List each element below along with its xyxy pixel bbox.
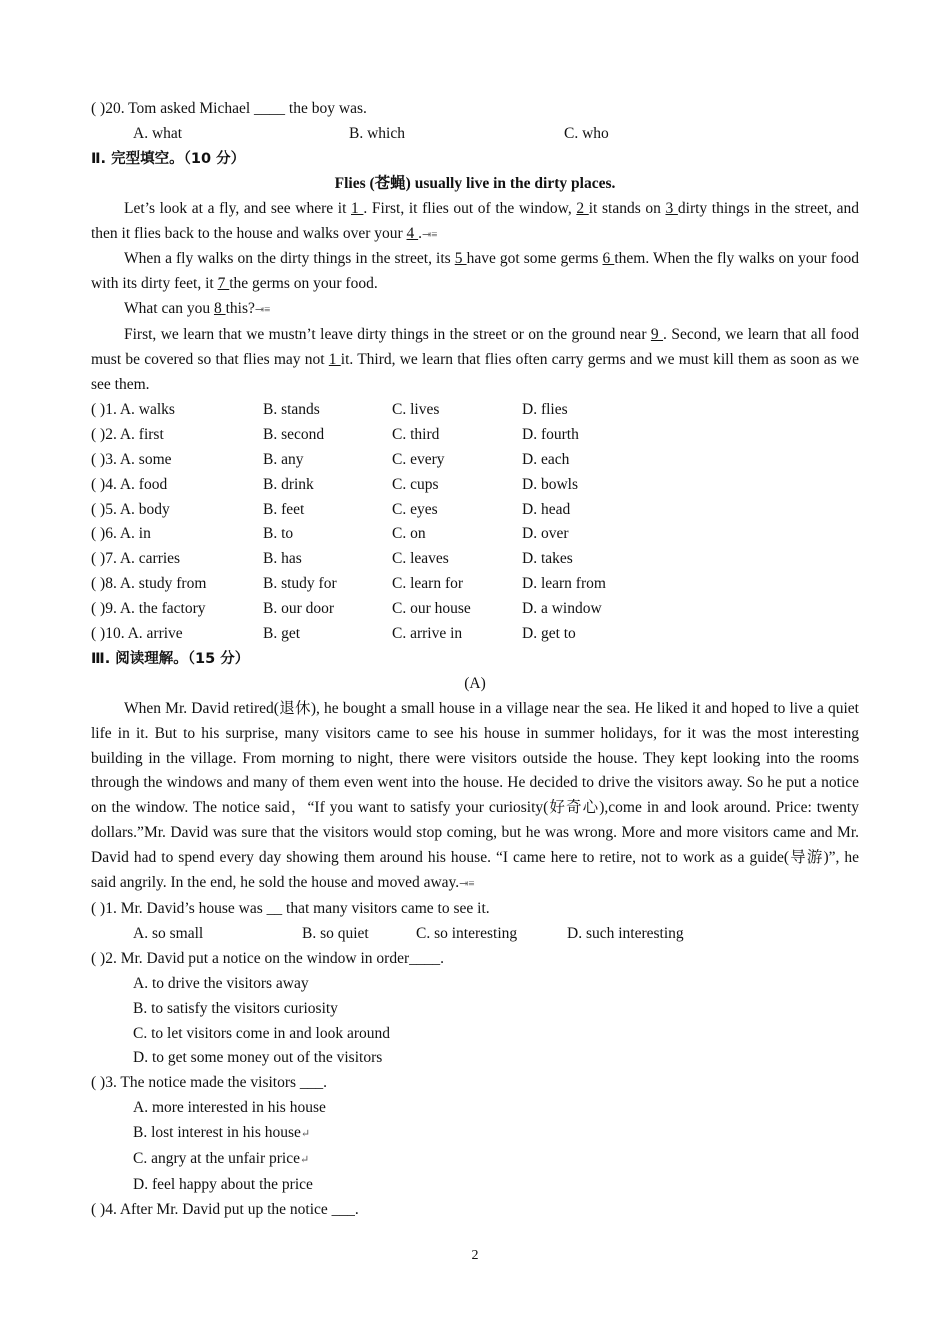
blank: 6 — [602, 250, 615, 268]
page-number: 2 — [471, 1248, 479, 1263]
section3-heading: Ⅲ. 阅读理解。（15 分） — [91, 650, 250, 667]
question-row: ( )2. A. first B. second C. third D. fourth — [91, 425, 579, 443]
option: B. to satisfy the visitors curiosity — [133, 999, 338, 1017]
cloze-paragraph-4: First, we learn that we mustn’t leave dirty things in the street or on the ground near 9 . Second, we learn that all food must be covered so that flies may not 1 it. Third, we learn that flies often carry germs and we must kill them as soon as we see them. — [91, 326, 860, 393]
option: C. to let visitors come in and look around — [133, 1024, 391, 1042]
blank: 1 — [351, 199, 364, 217]
option: D. such interesting — [567, 924, 684, 942]
page-content — [91, 97, 859, 1223]
reading-q2-stem: ( )2. Mr. David put a notice on the window in order____. — [91, 949, 444, 967]
option: C. angry at the unfair price↵ — [133, 1150, 310, 1168]
q20-options — [91, 122, 859, 147]
reading-q1-stem: ( )1. Mr. David’s house was __ that many visitors came to see it. — [91, 900, 490, 917]
blank: 7 — [217, 275, 230, 293]
option: D. to get some money out of the visitors — [133, 1049, 383, 1067]
blank: 2 — [576, 199, 589, 217]
option: A. what — [133, 124, 183, 142]
option: C. who — [564, 124, 609, 142]
reading-passage: When Mr. David retired(退休), he bought a small house in a village near the sea. He liked it and hoped to live a quiet life in it. But to his surprise, many visitors came to see his house in summer holidays, for it was the most interesting building in the village. From morning to night, there were visitors outside the house. They kept looking into the rooms through the windows and many of them even went into the house. He decided to drive the visitors away. So he put a notice on the window. The notice said，“If you want to satisfy your curiosity(好奇心),come in and look around. Price: twenty dollars.”Mr. David was sure that the visitors would stop coming, but he was wrong. More and more visitors came and Mr. David had to spend every day showing them around his house. “I came here to retire, not to work as a guide(导游)”, he said angrily. In the end, he sold the house and moved away.⇥≡ — [91, 699, 859, 892]
option: B. so quiet — [302, 924, 369, 942]
blank: 5 — [454, 250, 467, 268]
blank: 9 — [650, 326, 664, 344]
blank: 3 — [665, 199, 678, 217]
blank: 8 — [213, 300, 226, 318]
part-label: (A) — [464, 674, 486, 692]
blank: 1 — [328, 351, 341, 369]
question-row: ( )6. A. in B. to C. on D. over — [91, 525, 569, 543]
section2-heading: Ⅱ. 完型填空。（10 分） — [91, 150, 246, 167]
option: A. to drive the visitors away — [133, 974, 309, 992]
paragraph-mark: ⇥≡ — [422, 228, 438, 241]
q20-stem: ( )20. Tom asked Michael ____ the boy was. — [91, 100, 367, 117]
cloze-title: Flies (苍蝇) usually live in the dirty places. — [334, 174, 616, 192]
reading-q3-stem: ( )3. The notice made the visitors ___. — [91, 1074, 328, 1092]
question-row: ( )5. A. body B. feet C. eyes D. head — [91, 500, 571, 518]
cloze-paragraph-2: When a fly walks on the dirty things in the street, its 5 have got some germs 6 them. When the fly walks on your food with its dirty feet, it 7 the germs on your food. — [91, 250, 860, 293]
paragraph-mark: ⇥≡ — [459, 878, 475, 891]
option: B. which — [349, 124, 405, 142]
option: B. lost interest in his house↵ — [133, 1124, 311, 1142]
question-row: ( )3. A. some B. any C. every D. each — [91, 450, 570, 468]
line-break-mark: ↵ — [300, 1128, 311, 1141]
question-row: ( )4. A. food B. drink C. cups D. bowls — [91, 475, 578, 493]
line-break-mark: ↵ — [300, 1154, 310, 1167]
option: A. so small — [133, 924, 204, 942]
question-row: ( )10. A. arrive B. get C. arrive in D. get to — [91, 625, 576, 643]
paragraph-mark: ⇥≡ — [254, 304, 271, 317]
cloze-questions — [91, 398, 859, 647]
option: D. feel happy about the price — [133, 1175, 313, 1193]
question-row: ( )8. A. study from B. study for C. learn for D. learn from — [91, 575, 606, 593]
question-row: ( )9. A. the factory B. our door C. our house D. a window — [91, 600, 602, 618]
option: C. so interesting — [416, 924, 518, 942]
cloze-paragraph-3: What can you 8 this?⇥≡ — [124, 300, 271, 318]
option: A. more interested in his house — [133, 1099, 326, 1117]
question-row: ( )7. A. carries B. has C. leaves D. takes — [91, 550, 573, 568]
question-row: ( )1. A. walks B. stands C. lives D. flies — [91, 400, 568, 418]
blank: 4 — [406, 224, 419, 242]
cloze-paragraph-1: Let’s look at a fly, and see where it 1 . First, it flies out of the window, 2 it stands on 3 dirty things in the street, and then it flies back to the house and walks over your 4 .⇥≡ — [91, 199, 860, 242]
reading-q4-stem: ( )4. After Mr. David put up the notice ___. — [91, 1200, 359, 1218]
reading-q1-options — [91, 922, 859, 947]
